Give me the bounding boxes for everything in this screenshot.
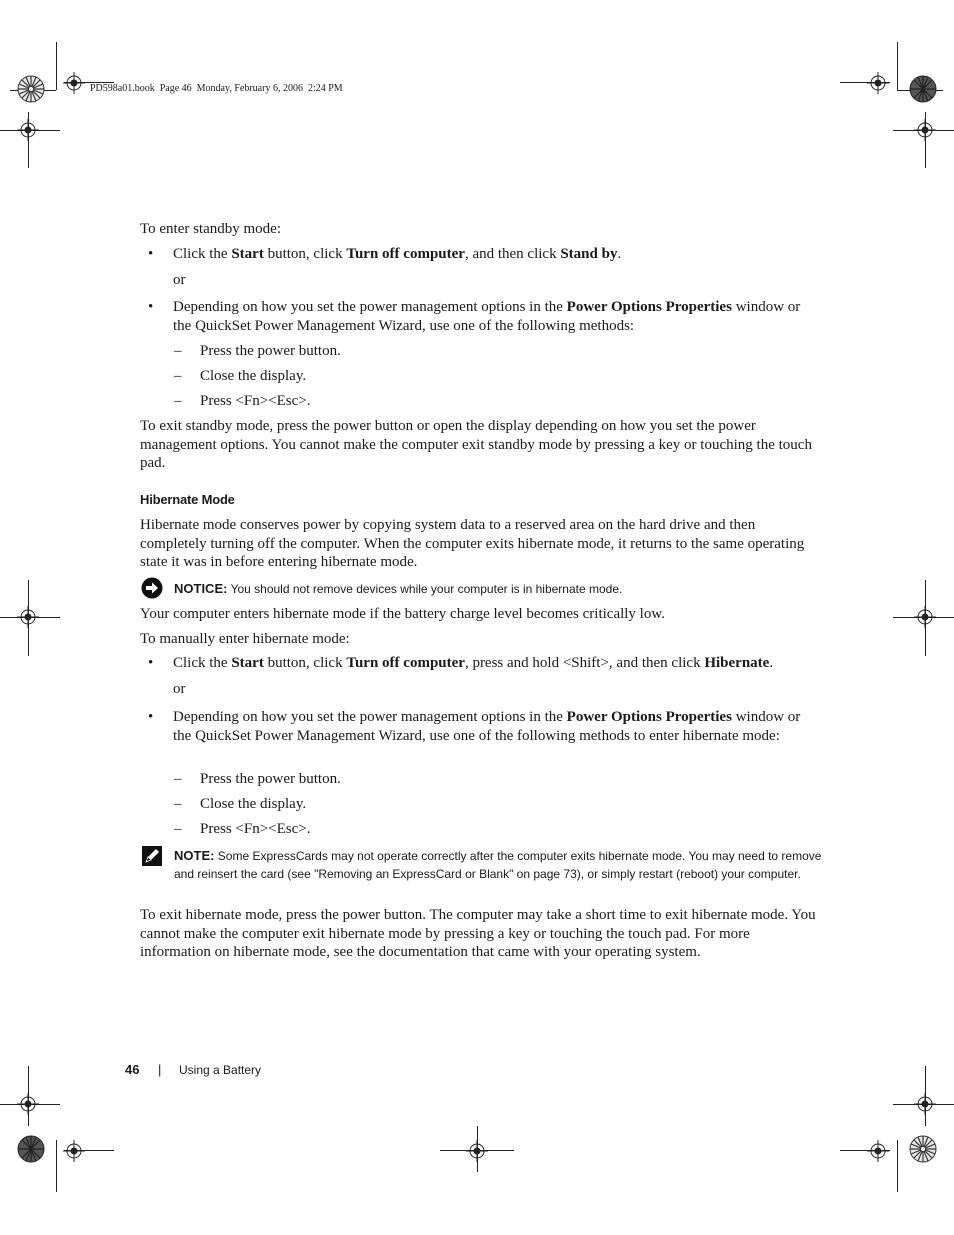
text: , press and hold <Shift>, and then click — [464, 655, 705, 671]
page-number: 46 — [125, 1062, 140, 1077]
dash-icon: – — [174, 796, 182, 812]
note-text: Some ExpressCards may not operate correctly after the computer exits hibernate mode. You may need to remove and reinsert the card (see "Removing an ExpressCard or Blank" on page 73), or simply restart (reboot) your computer. — [174, 849, 822, 881]
text: . — [617, 246, 622, 262]
start-label: Start — [231, 655, 264, 671]
hibernate-intro: Hibernate mode conserves power by copying system data to a reserved area on the hard drive and then completely turning off the computer. When the computer exits hibernate mode, it returns to the same operating state it was in before entering hibernate mode. — [140, 517, 805, 570]
section-heading: Hibernate Mode — [140, 492, 235, 507]
registration-mark-icon — [914, 606, 936, 628]
battery-text: Your computer enters hibernate mode if the battery charge level becomes critically low. — [140, 606, 665, 622]
note — [174, 847, 824, 883]
manual-intro: To manually enter hibernate mode: — [140, 631, 350, 647]
hibernate-method: Press the power button. — [200, 771, 341, 787]
power-options-properties-label: Power Options Properties — [566, 709, 732, 725]
star-target-icon — [17, 1135, 45, 1163]
hibernate-method: Press <Fn><Esc>. — [200, 821, 311, 837]
standby-intro: To enter standby mode: — [140, 221, 281, 237]
text: Depending on how you set the power management options in the — [173, 709, 567, 725]
or-label: or — [173, 681, 186, 697]
start-label: Start — [231, 246, 264, 262]
footer-section-title: Using a Battery — [179, 1063, 262, 1077]
power-options-properties-label: Power Options Properties — [566, 299, 732, 315]
print-file-info: PD598a01.book Page 46 Monday, February 6, 2006 2:24 PM — [90, 83, 343, 94]
footer-separator: | — [158, 1062, 162, 1077]
hibernate-step-1 — [173, 654, 823, 673]
text: button, click — [263, 246, 347, 262]
crop-line — [56, 42, 57, 90]
turn-off-computer-label: Turn off computer — [346, 655, 465, 671]
hibernate-exit-text: To exit hibernate mode, press the power button. The computer may take a short time to exit hibernate mode. You cannot make the computer exit hibernate mode by pressing a key or touching the touch pad. For more information on hibernate mode, see the documentation that came with your operating system. — [140, 907, 816, 960]
notice-arrow-icon — [141, 577, 163, 599]
text: window or the QuickSet Power Management Wizard, use one of the following methods to enter hibernate mode: — [173, 709, 801, 744]
turn-off-computer-label: Turn off computer — [346, 246, 465, 262]
registration-mark-icon — [914, 119, 936, 141]
registration-mark-icon — [914, 1093, 936, 1115]
registration-mark-icon — [17, 606, 39, 628]
text: , and then click — [464, 246, 561, 262]
star-target-icon — [17, 75, 45, 103]
stand-by-label: Stand by — [560, 246, 618, 262]
registration-mark-icon — [466, 1140, 488, 1162]
note-pencil-icon — [141, 845, 163, 867]
dash-icon: – — [174, 393, 182, 409]
hibernate-method: Close the display. — [200, 796, 307, 812]
text: Click the — [173, 655, 232, 671]
notice-text: You should not remove devices while your computer is in hibernate mode. — [227, 582, 623, 596]
text: Depending on how you set the power management options in the — [173, 299, 567, 315]
dash-icon: – — [174, 771, 182, 787]
bullet-icon: • — [148, 655, 154, 671]
standby-method: Press <Fn><Esc>. — [200, 393, 311, 409]
standby-method: Close the display. — [200, 368, 307, 384]
text: Click the — [173, 246, 232, 262]
registration-mark-icon — [867, 1140, 889, 1162]
text: button, click — [263, 655, 347, 671]
star-target-icon — [909, 1135, 937, 1163]
dash-icon: – — [174, 821, 182, 837]
hibernate-step-2 — [173, 708, 813, 745]
crop-line — [56, 1140, 57, 1192]
text: . — [769, 655, 774, 671]
crop-line — [897, 42, 898, 90]
standby-step-1 — [173, 245, 813, 264]
notice — [174, 580, 834, 598]
dash-icon: – — [174, 368, 182, 384]
bullet-icon: • — [148, 246, 154, 262]
hibernate-label: Hibernate — [704, 655, 770, 671]
registration-mark-icon — [17, 119, 39, 141]
standby-exit-text: To exit standby mode, press the power button or open the display depending on how you set the power management options. You cannot make the computer exit standby mode by pressing a key or touching the touch pad. — [140, 418, 812, 471]
crop-line — [897, 1140, 898, 1192]
or-label: or — [173, 272, 186, 288]
notice-label: NOTICE: — [174, 581, 228, 596]
standby-method: Press the power button. — [200, 343, 341, 359]
registration-mark-icon — [867, 72, 889, 94]
registration-mark-icon — [17, 1093, 39, 1115]
registration-mark-icon — [63, 1140, 85, 1162]
bullet-icon: • — [148, 299, 154, 315]
text: window or the QuickSet Power Management Wizard, use one of the following methods: — [173, 299, 801, 334]
dash-icon: – — [174, 343, 182, 359]
registration-mark-icon — [63, 72, 85, 94]
bullet-icon: • — [148, 709, 154, 725]
note-label: NOTE: — [174, 848, 215, 863]
standby-step-2 — [173, 298, 813, 335]
star-target-icon — [909, 75, 937, 103]
